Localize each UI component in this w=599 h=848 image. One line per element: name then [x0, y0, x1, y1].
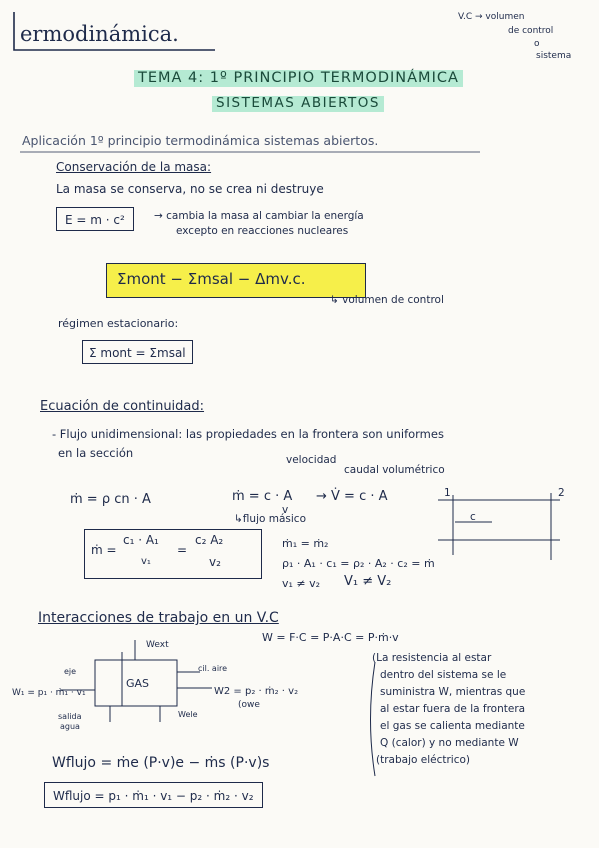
wele-label: Wele [178, 710, 198, 719]
w2-label: W2 = p₂ · ṁ₂ · v₂ [214, 686, 299, 697]
continuidad-eq1: ṁ = ρ cn · A [70, 492, 151, 507]
continuidad-heading: Ecuación de continuidad: [40, 399, 205, 414]
continuity-num2: c₂ A₂ [195, 533, 224, 547]
regimen-formula: Σ mont = Σmsal [89, 346, 186, 360]
continuidad-eq2-den: v [282, 504, 289, 516]
pipe-diagram [438, 493, 560, 560]
aplicacion-heading: Aplicación 1º principio termodinámica sistemas abiertos. [22, 133, 379, 148]
eje-label: eje [64, 667, 77, 676]
emc2-note-2: excepto en reacciones nucleares [176, 225, 349, 237]
continuidad-eq3: → V̇ = c · A [316, 489, 388, 504]
continuidad-eq2: ṁ = c · A [232, 489, 293, 504]
regimen-label: régimen estacionario: [58, 317, 179, 330]
tema-title-line1: TEMA 4: 1º PRINCIPIO TERMODINÁMICA [134, 70, 463, 87]
trabajo-note-5: el gas se calienta mediante [380, 720, 525, 732]
wflujo-eq1: Wflujo = ṁe (P·v)e − ṁs (P·v)s [52, 755, 270, 771]
trabajo-note-6: Q (calor) y no mediante W [380, 737, 519, 749]
wflujo-box [44, 782, 263, 808]
trabajo-heading: Interacciones de trabajo en un V.C [38, 610, 279, 626]
trabajo-note-4: al estar fuera de la frontera [380, 703, 526, 715]
w1-label: W₁ = p₁ · ṁ₁ · v₁ [12, 688, 86, 698]
diagram-label-1: 1 [444, 487, 451, 499]
diagram-label-2: 2 [558, 487, 565, 499]
title-note-3: o [534, 39, 540, 49]
continuity-r1: ṁ₁ = ṁ₂ [282, 537, 329, 550]
mass-balance-formula: Σmont − Σmsal − Δmv.c. [117, 270, 306, 288]
caudal-label: caudal volumétrico [344, 464, 445, 476]
continuidad-flujo-1: - Flujo unidimensional: las propiedades en la frontera son uniformes [52, 427, 444, 441]
page-title: ermodinámica. [20, 22, 179, 46]
conservacion-text: La masa se conserva, no se crea ni destruye [56, 182, 324, 196]
title-note-1: V.C → volumen [458, 12, 525, 22]
mass-balance-note: ↳ volumen de control [330, 294, 444, 306]
cil-label: cil. aire [198, 664, 228, 673]
continuidad-flujo-2: en la sección [58, 446, 134, 460]
title-note-2: de control [508, 26, 554, 36]
trabajo-note-7: (trabajo eléctrico) [376, 754, 470, 766]
emc2-note-1: → cambia la masa al cambiar la energía [154, 210, 364, 222]
continuity-r2: ρ₁ · A₁ · c₁ = ρ₂ · A₂ · c₂ = ṁ [282, 557, 435, 570]
velocidad-label: velocidad [286, 454, 337, 466]
continuity-eq: = [177, 543, 188, 557]
tema-title-line2: SISTEMAS ABIERTOS [212, 96, 384, 112]
mass-balance-box [106, 263, 366, 298]
regimen-box [82, 340, 193, 364]
lowe-label: (owe [238, 700, 260, 710]
title-note-4: sistema [536, 51, 572, 61]
flujo-masico-label: ↳flujo másico [234, 513, 306, 525]
continuity-box [84, 529, 262, 579]
continuity-r3: v₁ ≠ v₂ [282, 577, 321, 590]
emc2-formula: E = m · c² [65, 213, 125, 227]
trabajo-w-eq: W = F·C = P·A·C = P·ṁ·v [262, 631, 399, 644]
trabajo-note-2: dentro del sistema se le [380, 669, 507, 681]
continuity-r3b: V₁ ≠ V₂ [344, 574, 392, 589]
continuity-mdot: ṁ = [91, 543, 117, 557]
conservacion-heading: Conservación de la masa: [56, 160, 212, 174]
continuity-num1: c₁ · A₁ [123, 533, 159, 547]
wext-label: Wext [146, 640, 169, 650]
continuity-den1: v₁ [141, 556, 151, 567]
trabajo-note-3: suministra W, mientras que [380, 686, 526, 698]
trabajo-note-1: (La resistencia al estar [372, 652, 492, 664]
continuity-den2: v₂ [209, 555, 221, 569]
emc2-box [56, 207, 134, 231]
wflujo-eq2: Wflujo = p₁ · ṁ₁ · v₁ − p₂ · ṁ₂ · v₂ [53, 789, 254, 803]
salida-label: salida [58, 712, 82, 721]
gas-label: GAS [126, 677, 150, 690]
diagram-label-c: c [470, 511, 476, 523]
agua-label: agua [60, 722, 80, 731]
